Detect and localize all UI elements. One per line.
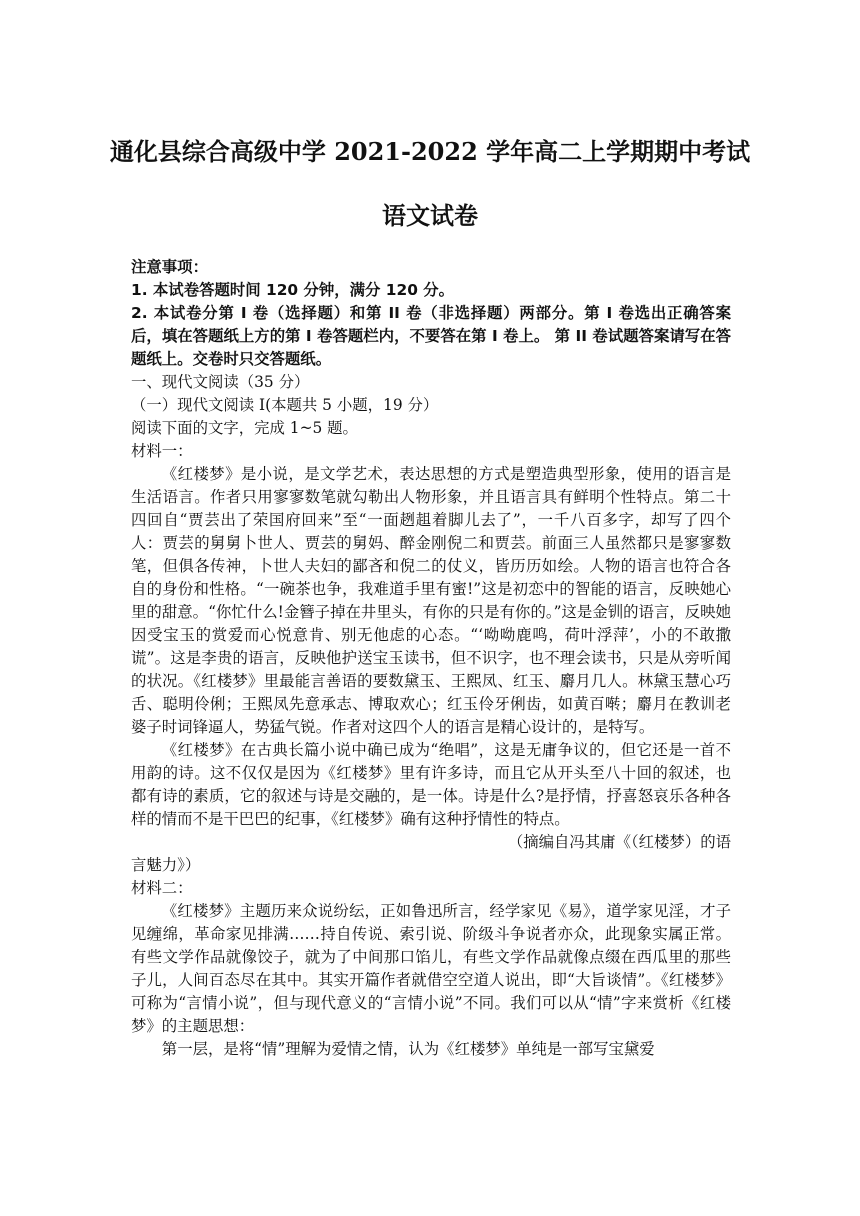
material-1-paragraph: 《红楼梦》是小说，是文学艺术，表达思想的方式是塑造典型形象，使用的语言是生活语言。作者只用寥寥数笔就勾勒出人物形象，并且语言具有鲜明个性特点。第二十四回自“贾芸出了荣国府回来”至“一面趔趄着脚儿去了”，一千八百多字，却写了四个人：贾芸的舅舅卜世人、贾芸的舅妈、醉金刚倪二和贾芸。前面三人虽然都只是寥寥数笔，但俱各传神，卜世人夫妇的鄙吝和倪二的仗义，皆历历如绘。人物的语言也符合各自的身份和性格。“一碗茶也争，我难道手里有蜜!”这是初恋中的智能的语言，反映她心里的甜意。“你忙什么!金簪子掉在井里头，有你的只是有你的。”这是金钏的语言，反映她因受宝玉的赏爱而心悦意肯、别无他虑的心态。“‘呦呦鹿鸣，荷叶浮萍’，小的不敢撒谎”。这是李贵的语言，反映他护送宝玉读书，但不识字，也不理会读书，只是从旁听闻的状况。《红楼梦》里最能言善语的要数黛玉、王熙凤、红玉、麝月几人。林黛玉慧心巧舌、聪明伶俐；王熙凤先意承志、博取欢心；红玉伶牙俐齿，如黄百啭；麝月在教训老婆子时词锋逼人，势猛气锐。作者对这四个人的语言是精心设计的，是特写。	[131, 465, 731, 736]
exam-body	[131, 256, 731, 1061]
material-1-paragraph: 《红楼梦》在古典长篇小说中确已成为“绝唱”，这是无庸争议的，但它还是一首不用韵的诗。这不仅仅是因为《红楼梦》里有许多诗，而且它从开头至八十回的叙述，也都有诗的素质，它的叙述与诗是交融的，是一体。诗是什么?是抒情，抒喜怒哀乐各种各样的情而不是干巴巴的纪事，《红楼梦》确有这种抒情性的特点。	[131, 741, 731, 828]
material-1-label: 材料一：	[131, 442, 193, 460]
material-1-source-cont: 言魅力》）	[131, 856, 201, 874]
section-sub-heading: （一）现代文阅读 I(本题共 5 小题，19 分）	[131, 396, 439, 414]
material-2-paragraph: 第一层，是将“情”理解为爱情之情，认为《红楼梦》单纯是一部写宝黛爱	[161, 1040, 655, 1058]
section-heading: 一、现代文阅读（35 分）	[131, 373, 310, 391]
material-2-label: 材料二：	[131, 879, 193, 897]
section-instruction: 阅读下面的文字，完成 1~5 题。	[131, 419, 358, 437]
exam-subtitle: 语文试卷	[382, 201, 478, 230]
notice-item-1: 1. 本试卷答题时间 120 分钟，满分 120 分。	[131, 281, 455, 299]
material-2-paragraph: 《红楼梦》主题历来众说纷纭，正如鲁迅所言，经学家见《易》，道学家见淫，才子见缠绵，革命家见排满……持自传说、索引说、阶级斗争说者亦众，此现象实属正常。有些文学作品就像饺子，就为了中间那口馅儿，有些文学作品就像点缀在西瓜里的那些子儿，人间百态尽在其中。其实开篇作者就借空空道人说出，即“大旨谈情”。《红楼梦》可称为“言情小说”，但与现代意义的“言情小说”不同。我们可以从“情”字来赏析《红楼梦》的主题思想：	[131, 902, 731, 1035]
notice-heading: 注意事项：	[131, 258, 208, 276]
exam-title: 通化县综合高级中学 2021-2022 学年高二上学期期中考试	[109, 137, 751, 166]
notice-item-2: 2. 本试卷分第 I 卷（选择题）和第 II 卷（非选择题）两部分。第 I 卷选出正确答案后，填在答题纸上方的第 I 卷答题栏内，不要答在第 I 卷上。 第 II 卷试题答案请写在答题纸上。交卷时只交答题纸。	[131, 304, 731, 368]
material-1-source: （摘编自冯其庸《（红楼梦）的语	[507, 833, 731, 851]
